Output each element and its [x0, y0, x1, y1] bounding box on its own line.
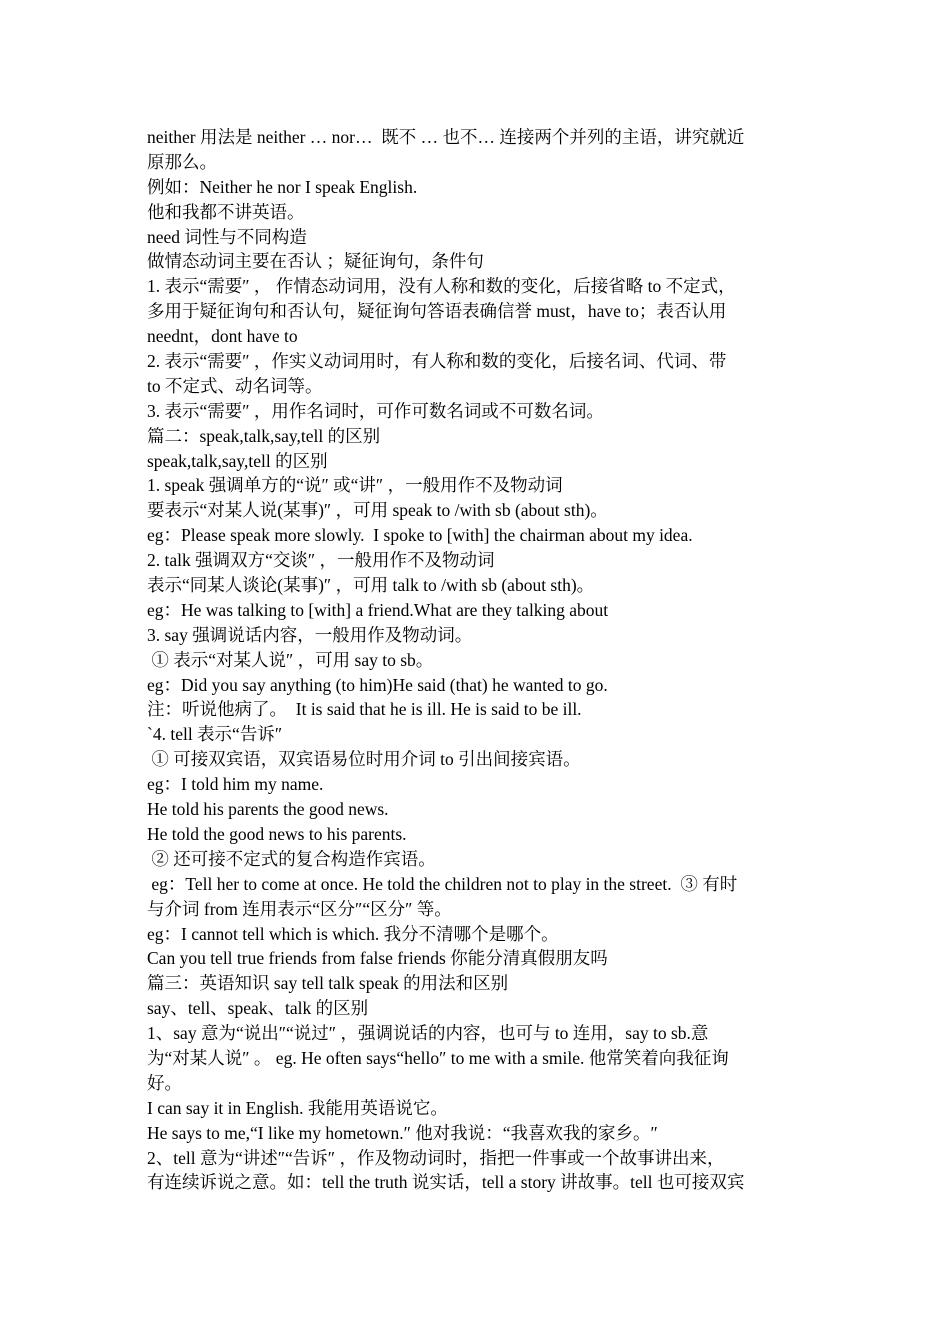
- text-line: eg：Did you say anything (to him)He said (that) he wanted to go.: [147, 674, 608, 695]
- text-line: 好。: [147, 1072, 182, 1093]
- text-line: eg：He was talking to [with] a friend.What are they talking about: [147, 599, 609, 620]
- text-line: 他和我都不讲英语。: [147, 201, 305, 222]
- text-line: eg：I told him my name.: [147, 774, 324, 795]
- text-line: 原那么。: [147, 151, 217, 172]
- text-line: 为“对某人说″ 。 eg. He often says“hello″ to me with a smile. 他常笑着向我征询: [147, 1047, 729, 1068]
- text-line: He told the good news to his parents.: [147, 823, 407, 844]
- text-line: 注：听说他病了。 It is said that he is ill. He is said to be ill.: [147, 699, 582, 720]
- text-line: I can say it in English. 我能用英语说它。: [147, 1097, 448, 1118]
- text-line: 与介词 from 连用表示“区分″“区分″ 等。: [147, 898, 452, 919]
- text-line: speak,talk,say,tell 的区别: [147, 450, 328, 471]
- text-line: neither 用法是 neither … nor… 既不 … 也不… 连接两个并列的主语，讲究就近: [147, 127, 745, 147]
- text-line: 2. talk 强调双方“交谈″ ，一般用作不及物动词: [147, 550, 495, 571]
- text-line: 2. 表示“需要″ ，作实义动词用时，有人称和数的变化，后接名词、代词、带: [147, 351, 727, 372]
- text-line: ② 还可接不定式的复合构造作宾语。: [147, 848, 436, 869]
- text-line: He told his parents the good news.: [147, 799, 389, 820]
- text-line: `4. tell 表示“告诉″: [147, 724, 283, 745]
- text-line: 例如：Neither he nor I speak English.: [147, 176, 418, 197]
- document-body: [147, 125, 827, 1195]
- text-line: ① 表示“对某人说″ ，可用 say to sb。: [147, 649, 434, 670]
- text-line: 做情态动词主要在否认 ；疑征询句，条件句: [147, 251, 484, 272]
- text-line: 2、tell 意为“讲述″“告诉″ ，作及物动词时，指把一件事或一个故事讲出来，: [147, 1147, 725, 1168]
- text-line: eg：I cannot tell which is which. 我分不清哪个是哪个。: [147, 923, 559, 944]
- text-line: to 不定式、动名词等。: [147, 375, 323, 396]
- text-line: eg：Tell her to come at once. He told the children not to play in the street. ③ 有时: [147, 873, 738, 894]
- text-line: 1. 表示“需要″ ， 作情态动词用，没有人称和数的变化，后接省略 to 不定式，: [147, 276, 736, 297]
- section-heading: 篇二：speak,talk,say,tell 的区别: [147, 425, 381, 446]
- text-line: 3. say 强调说话内容，一般用作及物动词。: [147, 624, 473, 645]
- text-line: eg：Please speak more slowly. I spoke to [with] the chairman about my idea.: [147, 525, 693, 546]
- text-line: 1. speak 强调单方的“说″ 或“讲″ ，一般用作不及物动词: [147, 475, 563, 496]
- text-line: say、tell、speak、talk 的区别: [147, 998, 369, 1019]
- text-line: need 词性与不同构造: [147, 226, 307, 247]
- text-line: 要表示“对某人说(某事)″ ，可用 speak to /with sb (about sth)。: [147, 500, 608, 521]
- text-line: ① 可接双宾语，双宾语易位时用介词 to 引出间接宾语。: [147, 749, 581, 770]
- text-line: He says to me,“I like my hometown.″ 他对我说：“我喜欢我的家乡。″: [147, 1122, 658, 1143]
- text-line: 表示“同某人谈论(某事)″ ，可用 talk to /with sb (about sth)。: [147, 575, 595, 596]
- text-line: 3. 表示“需要″ ，用作名词时，可作可数名词或不可数名词。: [147, 400, 604, 421]
- section-heading: 篇三：英语知识 say tell talk speak 的用法和区别: [147, 973, 509, 994]
- text-line: Can you tell true friends from false friends 你能分清真假朋友吗: [147, 948, 608, 969]
- text-line: neednt，dont have to: [147, 326, 298, 347]
- text-line: 1、say 意为“说出″“说过″ ，强调说话的内容，也可与 to 连用，say to sb.意: [147, 1023, 709, 1044]
- text-line: 有连续诉说之意。如：tell the truth 说实话，tell a story 讲故事。tell 也可接双宾: [147, 1172, 745, 1193]
- text-line: 多用于疑征询句和否认句，疑征询句答语表确信誉 must，have to；表否认用: [147, 301, 727, 322]
